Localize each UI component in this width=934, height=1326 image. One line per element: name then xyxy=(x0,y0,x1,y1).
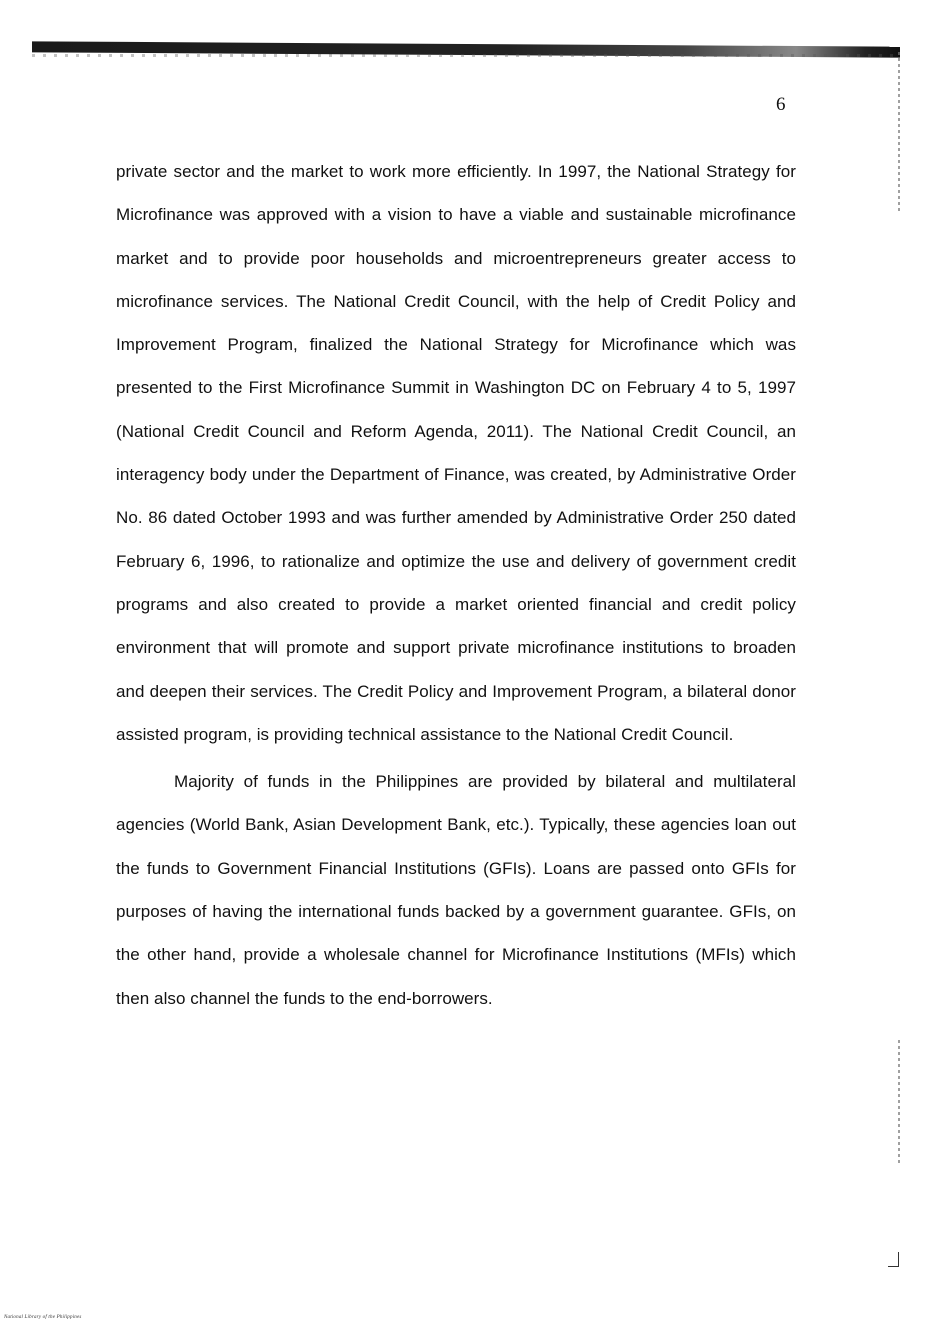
paragraph-1: private sector and the market to work more efficiently. In 1997, the National Strategy for Microfinance was approved with a vision to have a viable and sustainable microfinance market and to provide poor households and microentrepreneurs greater access to microfinance services. The National Credit Council, with the help of Credit Policy and Improvement Program, finalized the National Strategy for Microfinance which was presented to the First Microfinance Summit in Washington DC on February 4 to 5, 1997 (National Credit Council and Reform Agenda, 2011). The National Credit Council, an interagency body under the Department of Finance, was created, by Administrative Order No. 86 dated October 1993 and was further amended by Administrative Order 250 dated February 6, 1996, to rationalize and optimize the use and delivery of government credit programs and also created to provide a market oriented financial and credit policy environment that will promote and support private microfinance institutions to broaden and deepen their services. The Credit Policy and Improvement Program, a bilateral donor assisted program, is providing technical assistance to the National Credit Council. xyxy=(116,162,796,744)
scan-right-edge-upper xyxy=(898,52,900,212)
document-body xyxy=(116,150,796,1020)
footer-watermark: National Library of the Philippines xyxy=(4,1315,82,1320)
paragraph-2: Majority of funds in the Philippines are provided by bilateral and multilateral agencies (World Bank, Asian Development Bank, etc.). Typically, these agencies loan out the funds to Government Financial Institutions (GFIs). Loans are passed onto GFIs for purposes of having the international funds backed by a government guarantee. GFIs, on the other hand, provide a wholesale channel for Microfinance Institutions (MFIs) which then also channel the funds to the end-borrowers. xyxy=(116,772,796,1008)
scan-right-edge-lower xyxy=(898,1040,900,1165)
scan-corner-mark xyxy=(888,1252,899,1267)
scan-edge-speckle xyxy=(32,54,900,57)
page-number: 6 xyxy=(776,94,786,115)
